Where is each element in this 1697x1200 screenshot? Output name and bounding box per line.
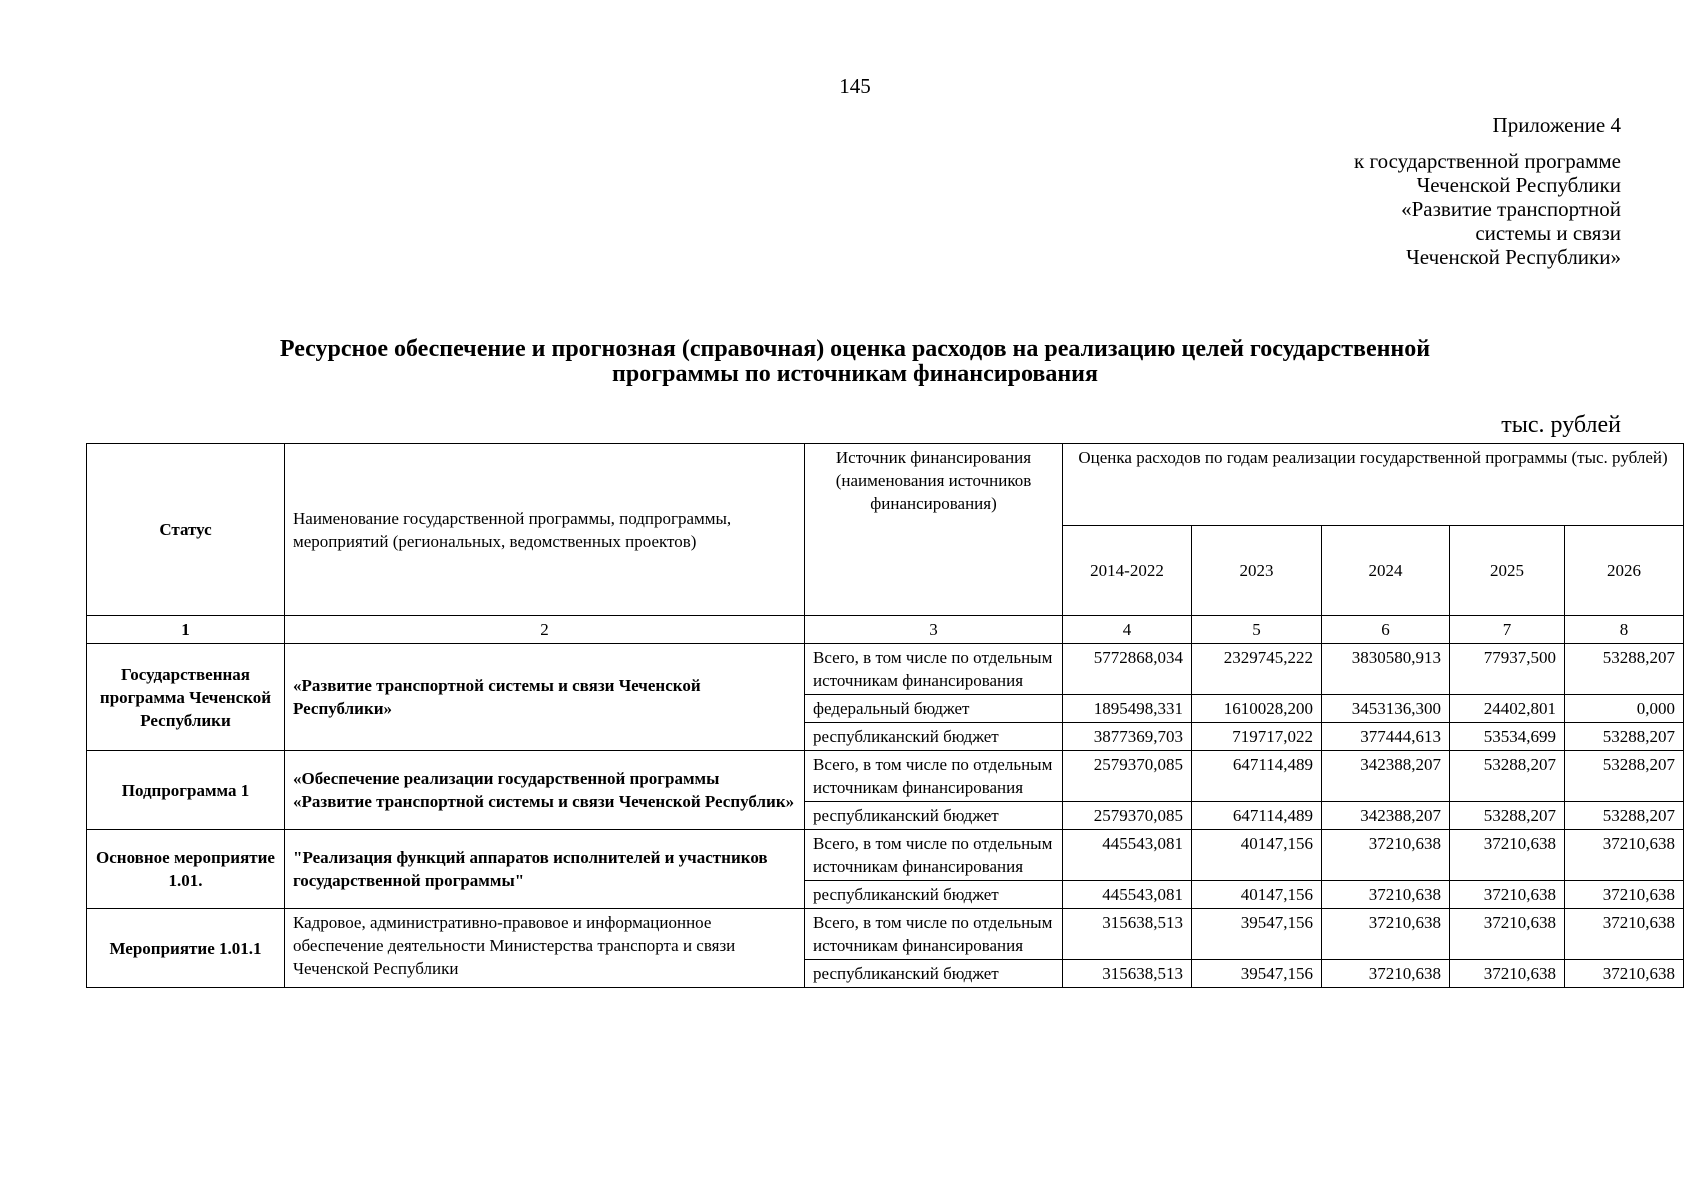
header-source: Источник финансирования (наименования источников финансирования) [805, 444, 1063, 616]
value-cell: 39547,156 [1192, 909, 1322, 960]
column-number: 8 [1565, 616, 1684, 644]
header-status: Статус [87, 444, 285, 616]
value-cell: 1610028,200 [1192, 695, 1322, 723]
row-source: республиканский бюджет [805, 802, 1063, 830]
value-cell: 53288,207 [1450, 802, 1565, 830]
header-year: 2024 [1322, 526, 1450, 616]
row-source: Всего, в том числе по отдельным источникам финансирования [805, 751, 1063, 802]
appendix-line: к государственной программе [1354, 149, 1621, 173]
table-row [87, 909, 1684, 960]
column-number: 1 [87, 616, 285, 644]
value-cell: 445543,081 [1063, 881, 1192, 909]
header-year: 2025 [1450, 526, 1565, 616]
value-cell: 3830580,913 [1322, 644, 1450, 695]
table-row [87, 751, 1684, 802]
row-name: Кадровое, административно-правовое и информационное обеспечение деятельности Министерства транспорта и связи Чеченской Республики [285, 909, 805, 988]
table-row [87, 644, 1684, 695]
value-cell: 37210,638 [1322, 881, 1450, 909]
header-year: 2014-2022 [1063, 526, 1192, 616]
appendix-line: Чеченской Республики» [1406, 245, 1621, 269]
budget-table [86, 443, 1684, 988]
value-cell: 53288,207 [1565, 644, 1684, 695]
row-source: Всего, в том числе по отдельным источникам финансирования [805, 644, 1063, 695]
value-cell: 0,000 [1565, 695, 1684, 723]
appendix-line: системы и связи [1475, 221, 1621, 245]
value-cell: 37210,638 [1450, 960, 1565, 988]
document-title-line: Ресурсное обеспечение и прогнозная (справочная) оценка расходов на реализацию целей государственной [279, 336, 1431, 362]
value-cell: 40147,156 [1192, 881, 1322, 909]
page-number: 145 [839, 74, 871, 98]
appendix-line: «Развитие транспортной [1401, 197, 1621, 221]
value-cell: 3453136,300 [1322, 695, 1450, 723]
row-status: Мероприятие 1.01.1 [87, 909, 285, 988]
header-year: 2026 [1565, 526, 1684, 616]
value-cell: 53288,207 [1450, 751, 1565, 802]
row-source: федеральный бюджет [805, 695, 1063, 723]
value-cell: 37210,638 [1322, 960, 1450, 988]
row-source: республиканский бюджет [805, 960, 1063, 988]
column-number: 6 [1322, 616, 1450, 644]
row-name: «Обеспечение реализации государственной программы «Развитие транспортной системы и связи Чеченской Республик» [285, 751, 805, 830]
column-number: 5 [1192, 616, 1322, 644]
value-cell: 37210,638 [1565, 881, 1684, 909]
row-name: "Реализация функций аппаратов исполнителей и участников государственной программы" [285, 830, 805, 909]
row-status: Основное мероприятие 1.01. [87, 830, 285, 909]
row-source: республиканский бюджет [805, 723, 1063, 751]
value-cell: 37210,638 [1565, 830, 1684, 881]
table-row [87, 830, 1684, 881]
value-cell: 3877369,703 [1063, 723, 1192, 751]
value-cell: 53288,207 [1565, 723, 1684, 751]
value-cell: 37210,638 [1450, 830, 1565, 881]
value-cell: 1895498,331 [1063, 695, 1192, 723]
value-cell: 53534,699 [1450, 723, 1565, 751]
column-number: 2 [285, 616, 805, 644]
value-cell: 719717,022 [1192, 723, 1322, 751]
row-source: Всего, в том числе по отдельным источникам финансирования [805, 909, 1063, 960]
row-name: «Развитие транспортной системы и связи Чеченской Республики» [285, 644, 805, 751]
header-estimate: Оценка расходов по годам реализации государственной программы (тыс. рублей) [1063, 444, 1684, 526]
value-cell: 53288,207 [1565, 751, 1684, 802]
value-cell: 445543,081 [1063, 830, 1192, 881]
value-cell: 342388,207 [1322, 751, 1450, 802]
value-cell: 37210,638 [1565, 909, 1684, 960]
column-number: 7 [1450, 616, 1565, 644]
value-cell: 315638,513 [1063, 909, 1192, 960]
value-cell: 24402,801 [1450, 695, 1565, 723]
appendix-title: Приложение 4 [1492, 113, 1621, 137]
value-cell: 2579370,085 [1063, 802, 1192, 830]
value-cell: 2329745,222 [1192, 644, 1322, 695]
value-cell: 5772868,034 [1063, 644, 1192, 695]
row-source: республиканский бюджет [805, 881, 1063, 909]
column-numbers-row [87, 616, 1684, 644]
value-cell: 647114,489 [1192, 802, 1322, 830]
value-cell: 40147,156 [1192, 830, 1322, 881]
value-cell: 377444,613 [1322, 723, 1450, 751]
value-cell: 37210,638 [1322, 909, 1450, 960]
value-cell: 315638,513 [1063, 960, 1192, 988]
row-source: Всего, в том числе по отдельным источникам финансирования [805, 830, 1063, 881]
value-cell: 37210,638 [1450, 909, 1565, 960]
appendix-line: Чеченской Республики [1416, 173, 1621, 197]
header-name: Наименование государственной программы, подпрограммы, мероприятий (региональных, ведомственных проектов) [285, 444, 805, 616]
value-cell: 37210,638 [1450, 881, 1565, 909]
value-cell: 53288,207 [1565, 802, 1684, 830]
value-cell: 39547,156 [1192, 960, 1322, 988]
value-cell: 37210,638 [1565, 960, 1684, 988]
value-cell: 647114,489 [1192, 751, 1322, 802]
document-title [130, 337, 1580, 387]
value-cell: 37210,638 [1322, 830, 1450, 881]
value-cell: 77937,500 [1450, 644, 1565, 695]
header-year: 2023 [1192, 526, 1322, 616]
units-label: тыс. рублей [1501, 412, 1621, 438]
value-cell: 2579370,085 [1063, 751, 1192, 802]
row-status: Подпрограмма 1 [87, 751, 285, 830]
column-number: 4 [1063, 616, 1192, 644]
column-number: 3 [805, 616, 1063, 644]
appendix-block [1354, 113, 1621, 269]
value-cell: 342388,207 [1322, 802, 1450, 830]
document-title-line: программы по источникам финансирования [612, 361, 1098, 387]
row-status: Государственная программа Чеченской Республики [87, 644, 285, 751]
